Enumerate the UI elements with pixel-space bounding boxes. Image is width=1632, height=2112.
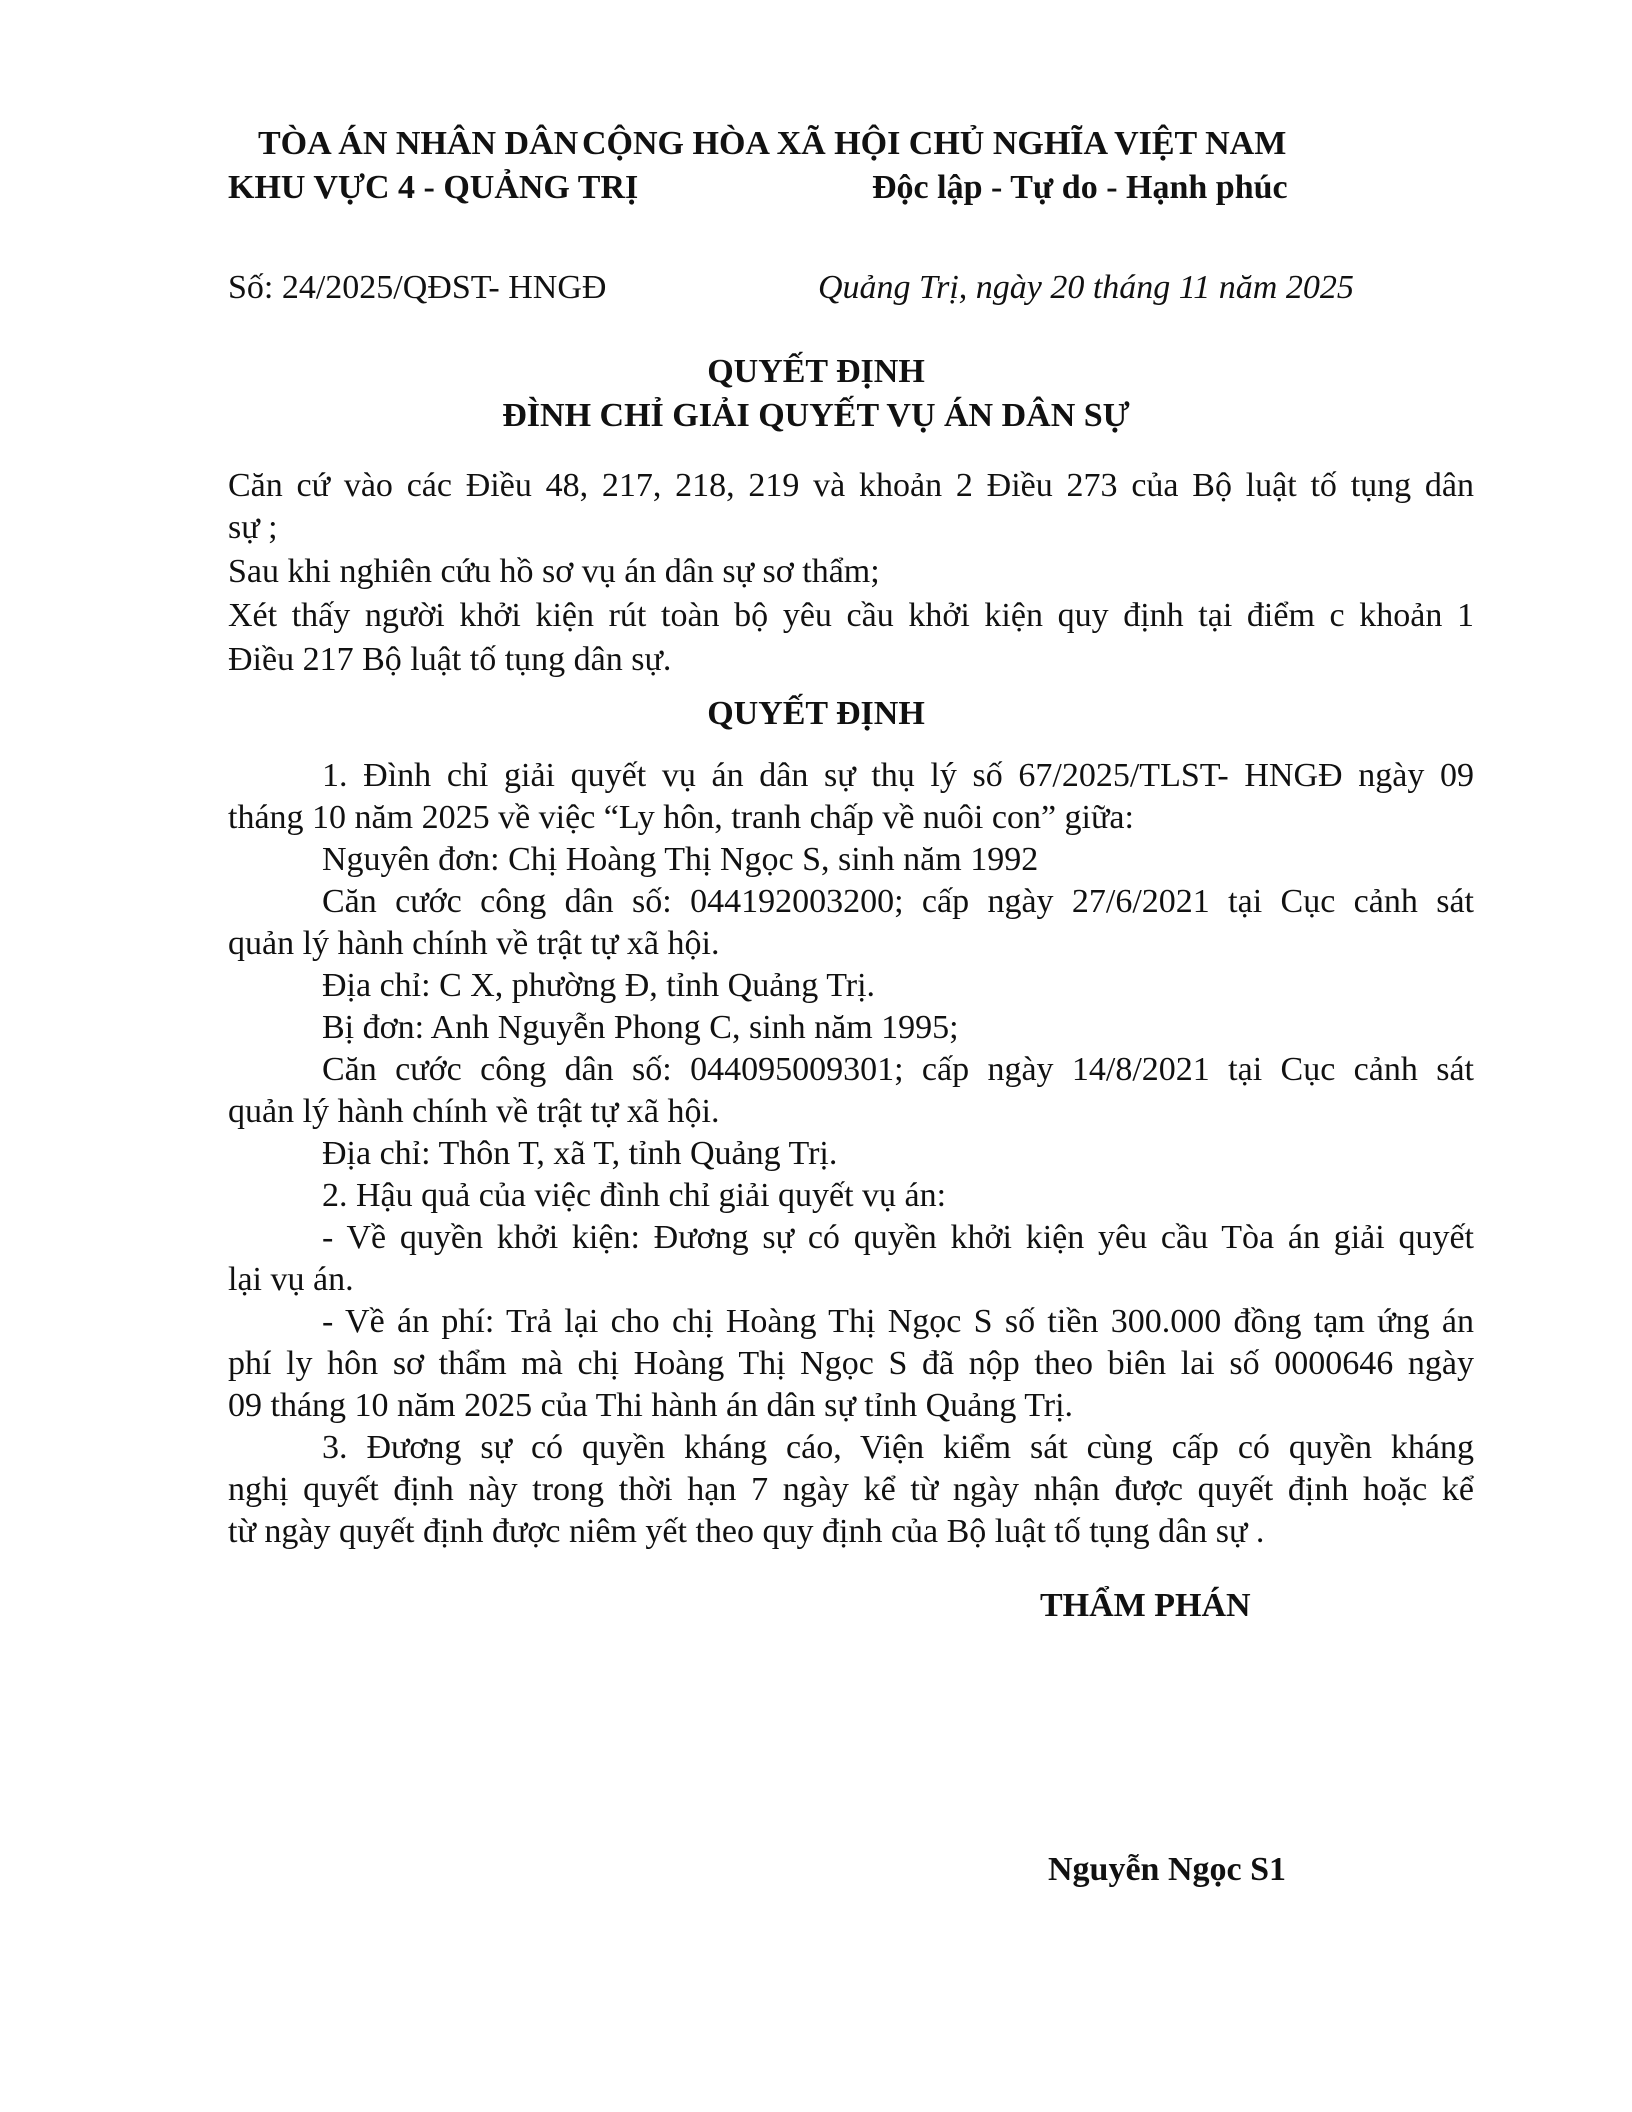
title-subject: ĐÌNH CHỈ GIẢI QUYẾT VỤ ÁN DÂN SỰ (502, 397, 1130, 434)
preamble-finding-line1: Xét thấy người khởi kiện rút toàn bộ yêu cầu khởi kiện quy định tại điểm c khoản 1 (228, 597, 1474, 634)
place-date: Quảng Trị, ngày 20 tháng 11 năm 2025 (818, 269, 1354, 306)
preamble-review: Sau khi nghiên cứu hồ sơ vụ án dân sự sơ thẩm; (228, 553, 880, 590)
item2-b-line1: - Về án phí: Trả lại cho chị Hoàng Thị Ngọc S số tiền 300.000 đồng tạm ứng án (322, 1303, 1474, 1340)
title-decision: QUYẾT ĐỊNH (707, 353, 925, 390)
item2-a-line1: - Về quyền khởi kiện: Đương sự có quyền khởi kiện yêu cầu Tòa án giải quyết (322, 1219, 1474, 1256)
defendant-id-line2: quản lý hành chính về trật tự xã hội. (228, 1093, 720, 1130)
signature-name: Nguyễn Ngọc S1 (1048, 1851, 1287, 1888)
plaintiff-id-line1: Căn cước công dân số: 044192003200; cấp ngày 27/6/2021 tại Cục cảnh sát (322, 883, 1474, 920)
preamble-finding-line2: Điều 217 Bộ luật tố tụng dân sự. (228, 641, 672, 678)
plaintiff-id-line2: quản lý hành chính về trật tự xã hội. (228, 925, 720, 962)
preamble-basis-line2: sự ; (228, 509, 278, 546)
nation-name: CỘNG HÒA XÃ HỘI CHỦ NGHĨA VIỆT NAM (582, 125, 1287, 162)
defendant-id-line1: Căn cước công dân số: 044095009301; cấp ngày 14/8/2021 tại Cục cảnh sát (322, 1051, 1474, 1088)
item3-line1: 3. Đương sự có quyền kháng cáo, Viện kiểm sát cùng cấp có quyền kháng (322, 1429, 1474, 1466)
document-number: Số: 24/2025/QĐST- HNGĐ (228, 269, 607, 306)
signature-role: THẨM PHÁN (1040, 1587, 1251, 1624)
decision-heading: QUYẾT ĐỊNH (707, 695, 925, 732)
plaintiff-address: Địa chỉ: C X, phường Đ, tỉnh Quảng Trị. (322, 967, 876, 1004)
item2-heading: 2. Hậu quả của việc đình chỉ giải quyết vụ án: (322, 1177, 947, 1214)
item2-b-line3: 09 tháng 10 năm 2025 của Thi hành án dân sự tỉnh Quảng Trị. (228, 1387, 1074, 1424)
defendant-address: Địa chỉ: Thôn T, xã T, tỉnh Quảng Trị. (322, 1135, 838, 1172)
court-name-line2: KHU VỰC 4 - QUẢNG TRỊ (228, 169, 639, 206)
nation-motto: Độc lập - Tự do - Hạnh phúc (872, 169, 1288, 206)
item1-line2: tháng 10 năm 2025 về việc “Ly hôn, tranh chấp về nuôi con” giữa: (228, 799, 1134, 836)
court-name-line1: TÒA ÁN NHÂN DÂN (258, 125, 579, 162)
item1-line1: 1. Đình chỉ giải quyết vụ án dân sự thụ lý số 67/2025/TLST- HNGĐ ngày 09 (322, 757, 1474, 794)
item2-a-line2: lại vụ án. (228, 1261, 354, 1298)
plaintiff: Nguyên đơn: Chị Hoàng Thị Ngọc S, sinh năm 1992 (322, 841, 1039, 878)
item3-line2: nghị quyết định này trong thời hạn 7 ngày kể từ ngày nhận được quyết định hoặc kể (228, 1471, 1474, 1508)
item3-line3: từ ngày quyết định được niêm yết theo quy định của Bộ luật tố tụng dân sự . (228, 1513, 1265, 1550)
item2-b-line2: phí ly hôn sơ thẩm mà chị Hoàng Thị Ngọc S đã nộp theo biên lai số 0000646 ngày (228, 1345, 1474, 1382)
defendant: Bị đơn: Anh Nguyễn Phong C, sinh năm 1995; (322, 1009, 959, 1046)
preamble-basis-line1: Căn cứ vào các Điều 48, 217, 218, 219 và khoản 2 Điều 273 của Bộ luật tố tụng dân (228, 467, 1474, 504)
